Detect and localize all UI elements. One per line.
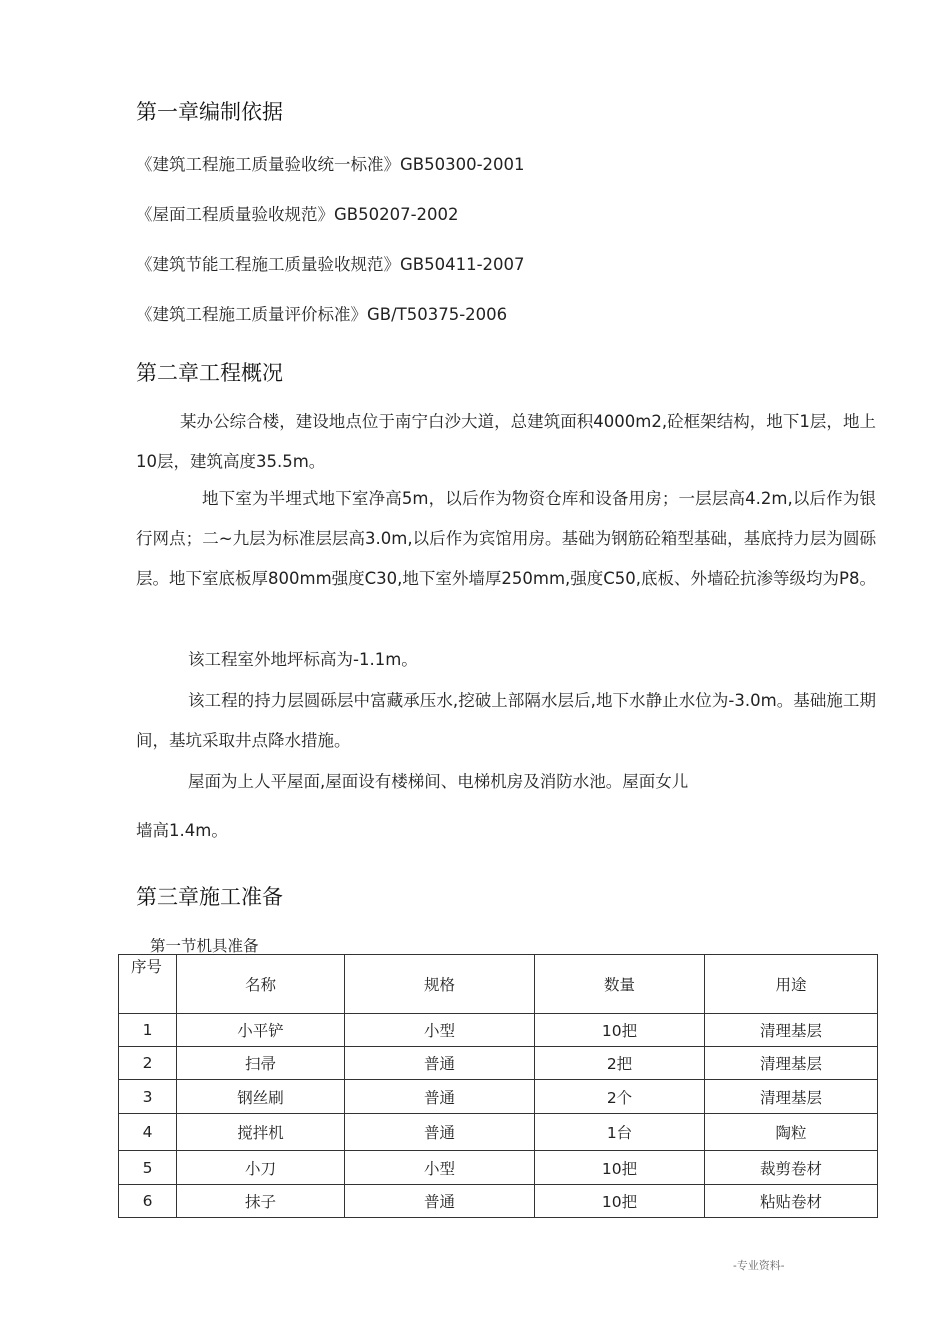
table-cell: 2 [119, 1047, 177, 1080]
table-row [119, 1114, 878, 1151]
table-cell: 搅拌机 [177, 1114, 345, 1151]
table-cell: 普通 [345, 1047, 535, 1080]
table-cell: 清理基层 [705, 1014, 878, 1047]
overview-paragraph: 该工程室外地坪标高为-1.1m。 [188, 650, 418, 669]
table-cell: 10把 [535, 1014, 705, 1047]
table-cell: 钢丝刷 [177, 1080, 345, 1114]
table-cell: 10把 [535, 1185, 705, 1218]
table-header-row [119, 955, 878, 1014]
table-row [119, 1047, 878, 1080]
table-cell: 普通 [345, 1114, 535, 1151]
table-cell: 1台 [535, 1114, 705, 1151]
table-cell: 小刀 [177, 1151, 345, 1185]
table-cell: 5 [119, 1151, 177, 1185]
table-cell: 粘贴卷材 [705, 1185, 878, 1218]
table-cell: 1 [119, 1014, 177, 1047]
header-cell: 用途 [705, 955, 878, 1014]
table-cell: 10把 [535, 1151, 705, 1185]
table-cell: 陶粒 [705, 1114, 878, 1151]
table-cell: 普通 [345, 1080, 535, 1114]
table-cell: 2把 [535, 1047, 705, 1080]
header-cell: 规格 [345, 955, 535, 1014]
table-cell: 清理基层 [705, 1047, 878, 1080]
table-cell: 普通 [345, 1185, 535, 1218]
header-cell: 名称 [177, 955, 345, 1014]
table-cell: 抹子 [177, 1185, 345, 1218]
table-cell: 小平铲 [177, 1014, 345, 1047]
chapter-3-title: 第三章施工准备 [136, 885, 283, 909]
table-cell: 扫帚 [177, 1047, 345, 1080]
overview-paragraph: 某办公综合楼，建设地点位于南宁白沙大道，总建筑面积4000m2,砼框架结构，地下1层，地上10层，建筑高度35.5m。 [136, 412, 876, 471]
reference-item: 《建筑节能工程施工质量验收规范》GB50411-2007 [136, 255, 525, 274]
table-cell: 4 [119, 1114, 177, 1151]
section-title: 第一节机具准备 [150, 937, 259, 955]
chapter-1-title: 第一章编制依据 [136, 100, 283, 124]
overview-paragraph: 屋面为上人平屋面,屋面设有楼梯间、电梯机房及消防水池。屋面女儿 [188, 772, 689, 791]
reference-item: 《建筑工程施工质量验收统一标准》GB50300-2001 [136, 155, 525, 174]
table-row [119, 1014, 878, 1047]
header-cell: 序号 [119, 955, 177, 1014]
overview-paragraph: 墙高1.4m。 [136, 821, 228, 840]
table-cell: 小型 [345, 1151, 535, 1185]
overview-paragraph: 地下室为半埋式地下室净高5m，以后作为物资仓库和设备用房；一层层高4.2m,以后作为银行网点；二~九层为标准层层高3.0m,以后作为宾馆用房。基础为钢筋砼箱型基础，基底持力层为圆砾层。地下室底板厚800mm强度C30,地下室外墙厚250mm,强度C50,底板、外墙砼抗渗等级均为P8。 [136, 489, 876, 588]
table-row [119, 1151, 878, 1185]
overview-paragraph: 该工程的持力层圆砾层中富藏承压水,挖破上部隔水层后,地下水静止水位为-3.0m。基础施工期间，基坑采取井点降水措施。 [136, 691, 876, 750]
table-cell: 裁剪卷材 [705, 1151, 878, 1185]
table-row [119, 1080, 878, 1114]
equipment-table [118, 954, 878, 1218]
table-cell: 清理基层 [705, 1080, 878, 1114]
chapter-2-title: 第二章工程概况 [136, 361, 283, 385]
reference-item: 《建筑工程施工质量评价标准》GB/T50375-2006 [136, 305, 508, 324]
reference-item: 《屋面工程质量验收规范》GB50207-2002 [136, 205, 459, 224]
header-cell: 数量 [535, 955, 705, 1014]
table-cell: 小型 [345, 1014, 535, 1047]
page-footer: -专业资料- [733, 1259, 785, 1272]
table-cell: 6 [119, 1185, 177, 1218]
table-cell: 2个 [535, 1080, 705, 1114]
table-cell: 3 [119, 1080, 177, 1114]
table-row [119, 1185, 878, 1218]
